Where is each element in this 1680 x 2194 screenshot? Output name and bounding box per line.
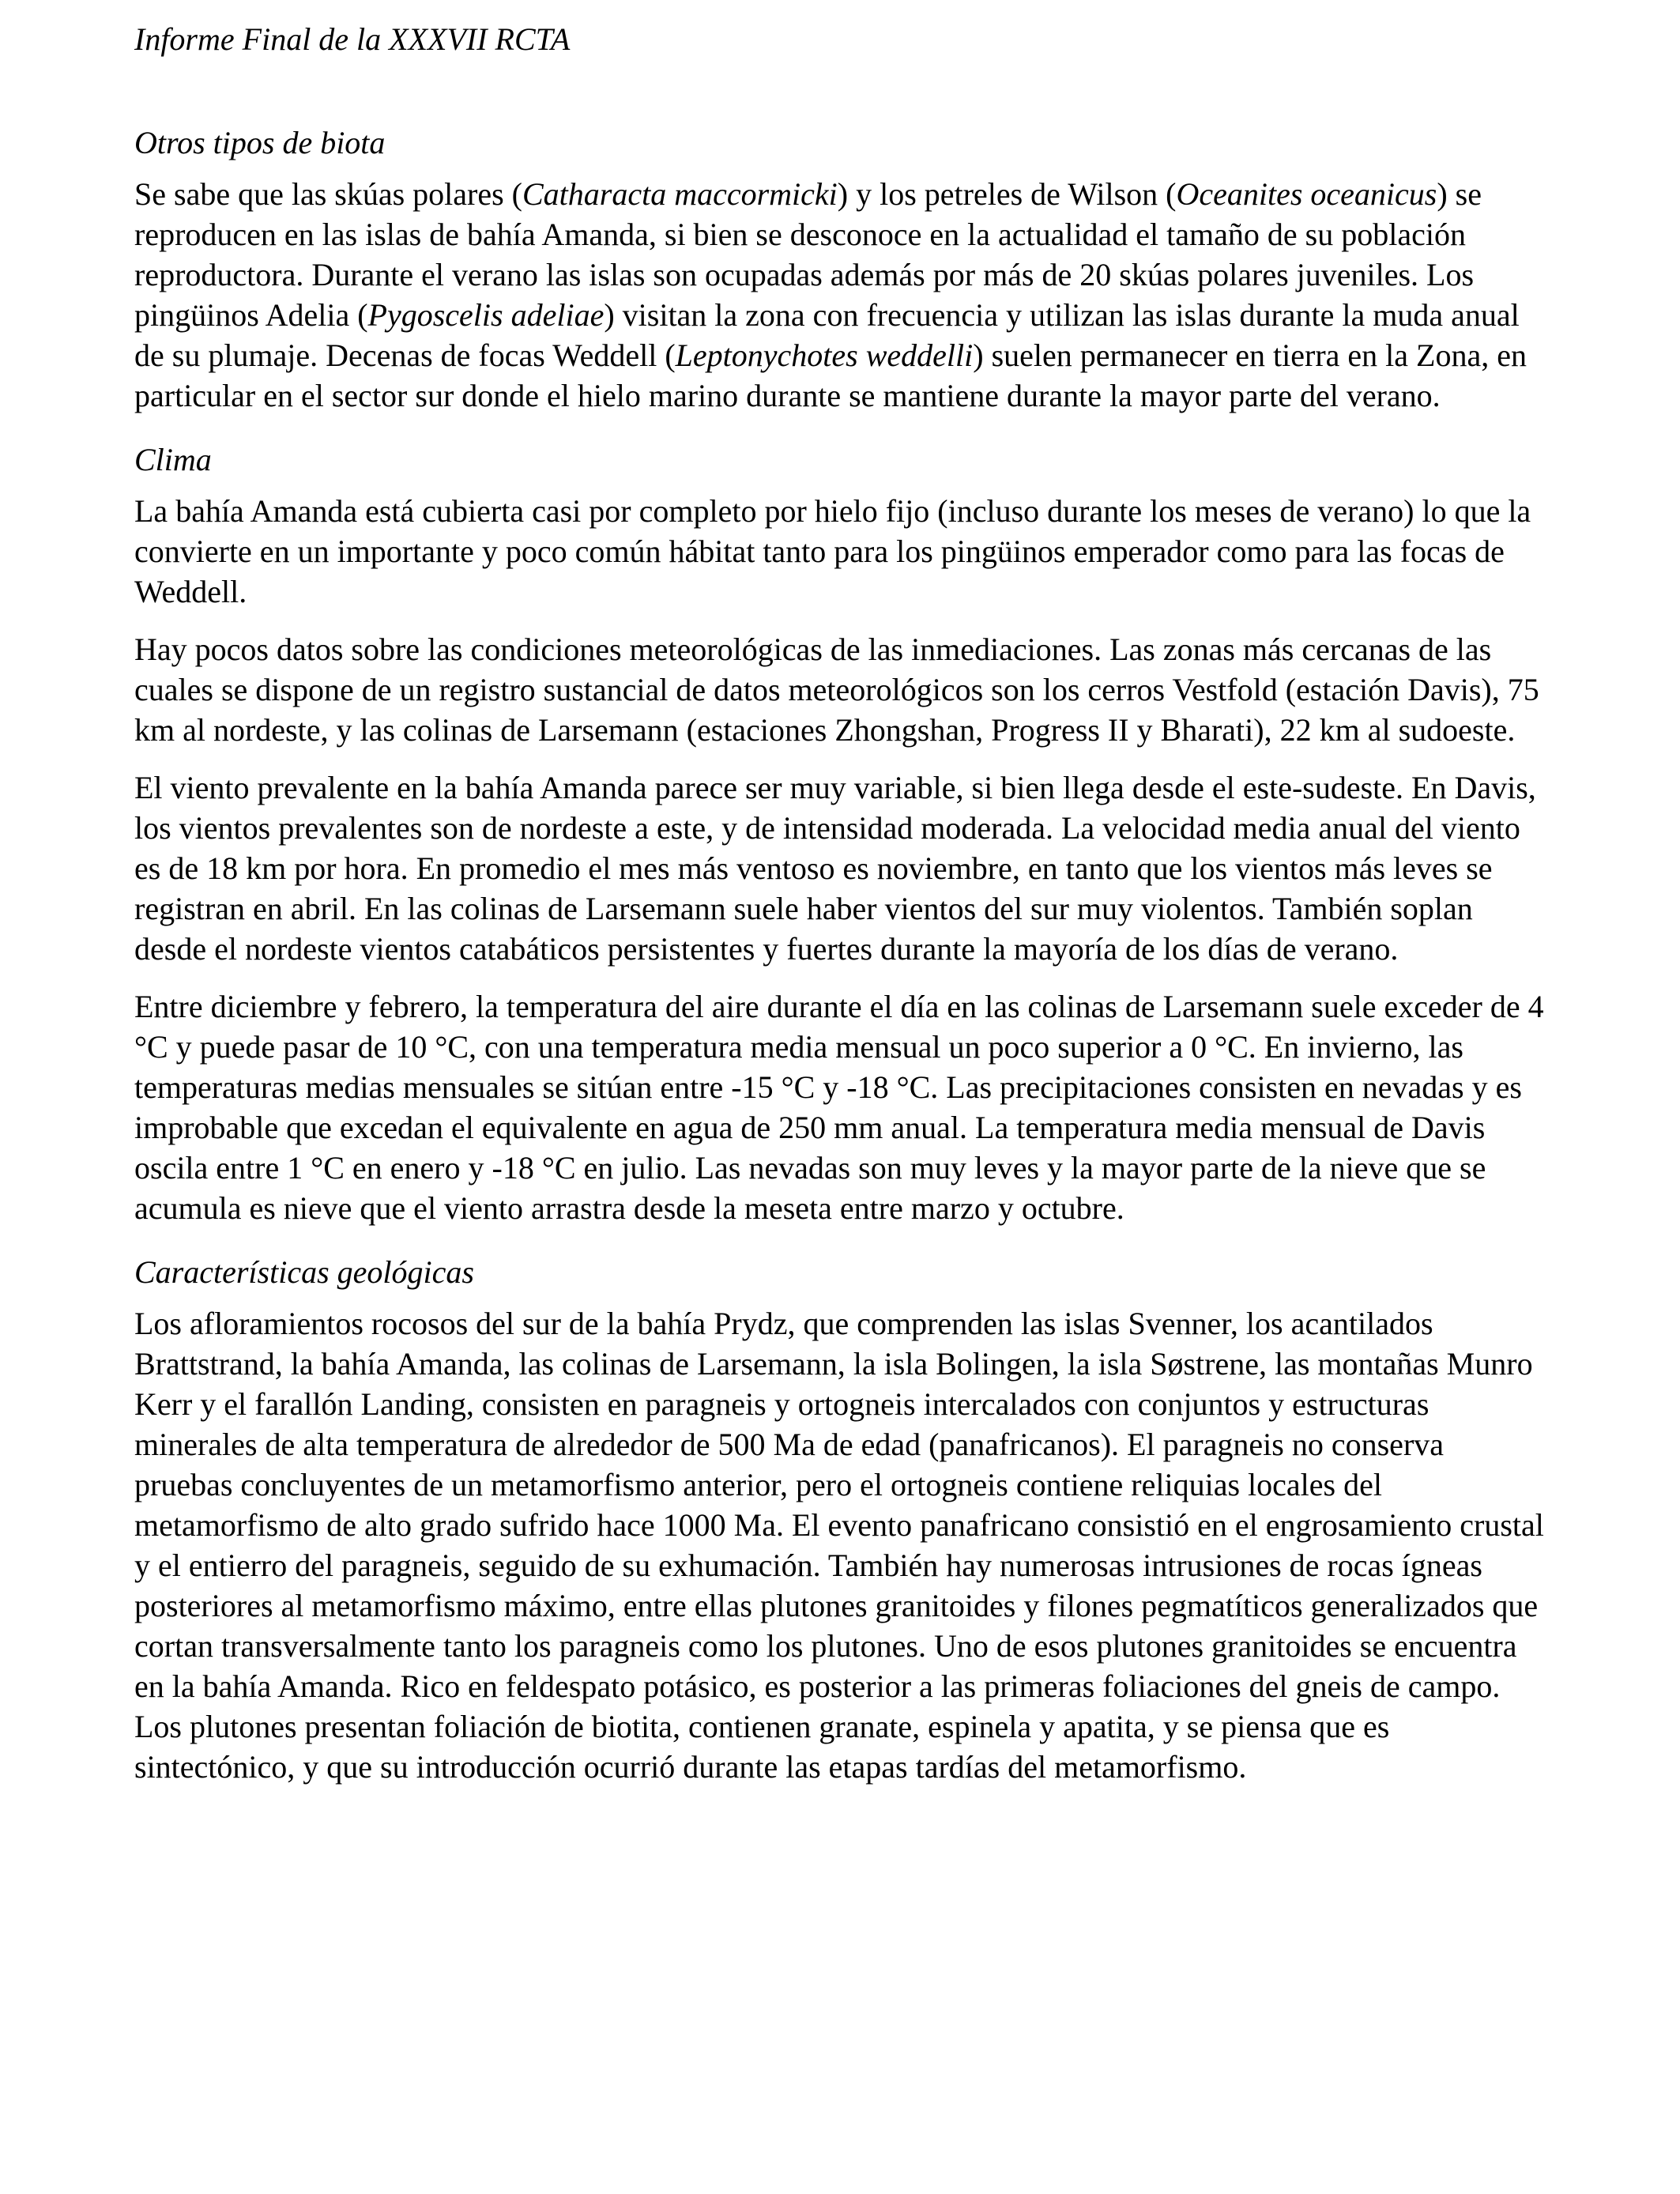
text-run: ) visitan la zona con frecuencia y utilizan las islas durante la muda anual de su plumaje. Decenas de focas Weddell ( — [134, 297, 1520, 373]
section-heading-geologia: Características geológicas — [134, 1254, 474, 1290]
paragraph-biota-1 — [134, 174, 1549, 416]
section-clima — [134, 439, 1549, 1228]
species-name: Catharacta maccormicki — [522, 176, 838, 212]
section-geologia — [134, 1252, 1549, 1787]
text-run: Se sabe que las skúas polares ( — [134, 176, 522, 212]
section-biota — [134, 123, 1549, 416]
text-run: ) se reproducen en las islas de bahía Amanda, si bien se desconoce en la actualidad el tamaño de su población reproductora. Durante el verano las islas son ocupadas además por más de 20 skúas polares juveniles. Los pingüinos Adelia ( — [134, 176, 1482, 333]
species-name: Oceanites oceanicus — [1176, 176, 1437, 212]
text-run: ) y los petreles de Wilson ( — [837, 176, 1177, 212]
section-heading-clima: Clima — [134, 442, 212, 477]
section-heading-biota: Otros tipos de biota — [134, 125, 386, 160]
document-body — [134, 123, 1549, 1811]
running-header: Informe Final de la XXXVII RCTA — [134, 21, 571, 57]
species-name: Pygoscelis adeliae — [367, 297, 605, 333]
paragraph-clima-3: El viento prevalente en la bahía Amanda parece ser muy variable, si bien llega desde el este-sudeste. En Davis, los vientos prevalentes son de nordeste a este, y de intensidad moderada. La velocidad media anual del viento es de 18 km por hora. En promedio el mes más ventoso es noviembre, en tanto que los vientos más leves se registran en abril. En las colinas de Larsemann suele haber vientos del sur muy violentos. También soplan desde el nordeste vientos catabáticos persistentes y fuertes durante la mayoría de los días de verano. — [134, 770, 1536, 967]
species-name: Leptonychotes weddelli — [675, 337, 974, 373]
paragraph-clima-2: Hay pocos datos sobre las condiciones meteorológicas de las inmediaciones. Las zonas más cercanas de las cuales se dispone de un registro sustancial de datos meteorológicos son los cerros Vestfold (estación Davis), 75 km al nordeste, y las colinas de Larsemann (estaciones Zhongshan, Progress II y Bharati), 22 km al sudoeste. — [134, 631, 1539, 748]
text-run: ) suelen permanecer en tierra en la Zona, en particular en el sector sur donde el hielo marino durante se mantiene durante la mayor parte del verano. — [134, 337, 1527, 413]
paragraph-geologia-1: Los afloramientos rocosos del sur de la bahía Prydz, que comprenden las islas Svenner, los acantilados Brattstrand, la bahía Amanda, las colinas de Larsemann, la isla Bolingen, la isla Søstrene, las montañas Munro Kerr y el farallón Landing, consisten en paragneis y ortogneis intercalados con conjuntos y estructuras minerales de alta temperatura de alrededor de 500 Ma de edad (panafricanos). El paragneis no conserva pruebas concluyentes de un metamorfismo anterior, pero el ortogneis contiene reliquias locales del metamorfismo de alto grado sufrido hace 1000 Ma. El evento panafricano consistió en el engrosamiento crustal y el entierro del paragneis, seguido de su exhumación. También hay numerosas intrusiones de rocas ígneas posteriores al metamorfismo máximo, entre ellas plutones granitoides y filones pegmatíticos generalizados que cortan transversalmente tanto los paragneis como los plutones. Uno de esos plutones granitoides se encuentra en la bahía Amanda. Rico en feldespato potásico, es posterior a las primeras foliaciones del gneis de campo. Los plutones presentan foliación de biotita, contienen granate, espinela y apatita, y se piensa que es sintectónico, y que su introducción ocurrió durante las etapas tardías del metamorfismo. — [134, 1306, 1544, 1785]
paragraph-clima-1: La bahía Amanda está cubierta casi por completo por hielo fijo (incluso durante los meses de verano) lo que la convierte en un importante y poco común hábitat tanto para los pingüinos emperador como para las focas de Weddell. — [134, 493, 1531, 609]
paragraph-clima-4: Entre diciembre y febrero, la temperatura del aire durante el día en las colinas de Larsemann suele exceder de 4 °C y puede pasar de 10 °C, con una temperatura media mensual un poco superior a 0 °C. En invierno, las temperaturas medias mensuales se sitúan entre -15 °C y -18 °C. Las precipitaciones consisten en nevadas y es improbable que excedan el equivalente en agua de 250 mm anual. La temperatura media mensual de Davis oscila entre 1 °C en enero y -18 °C en julio. Las nevadas son muy leves y la mayor parte de la nieve que se acumula es nieve que el viento arrastra desde la meseta entre marzo y octubre. — [134, 989, 1544, 1226]
